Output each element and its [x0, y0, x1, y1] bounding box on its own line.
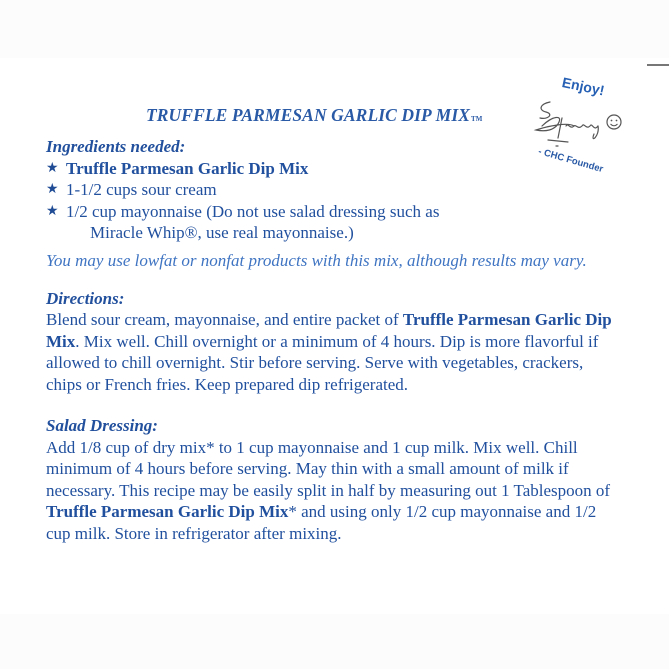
- trademark-mark: TM: [471, 115, 483, 123]
- salad-text-part: * and using only 1/2 cup mayonnaise and 1/2 cup milk. Store in refrigerator after mixing.: [46, 502, 597, 543]
- ingredients-list: [46, 158, 616, 244]
- ingredients-heading: Ingredients needed:: [46, 137, 186, 156]
- salad-dressing-heading: Salad Dressing:: [46, 416, 158, 435]
- product-name-emphasis: Truffle Parmesan Garlic Dip Mix: [46, 502, 289, 521]
- ingredient-item: [46, 179, 616, 201]
- directions-section: [46, 288, 616, 396]
- smiley-icon: [607, 115, 621, 129]
- corner-rule-divider: [647, 64, 669, 66]
- founder-label: - CHC Founder: [536, 146, 605, 176]
- salad-dressing-text: [46, 437, 616, 545]
- ingredients-section: [46, 136, 616, 271]
- title-text: TRUFFLE PARMESAN GARLIC DIP MIX: [146, 105, 471, 125]
- product-name-emphasis: Truffle Parmesan Garlic Dip Mix: [46, 310, 612, 351]
- salad-dressing-section: [46, 415, 616, 544]
- star-bullet-icon: ★: [46, 182, 59, 197]
- directions-text-part: . Mix well. Chill overnight or a minimum of 4 hours. Dip is more flavorful if allowed to chill overnight. Stir before serving. Serve with vegetables, crackers, chips or French fries. Keep prepared dip refrigerated.: [46, 331, 599, 394]
- ingredient-text: 1/2 cup mayonnaise (Do not use salad dressing such as: [66, 201, 440, 221]
- star-bullet-icon: ★: [46, 203, 59, 219]
- directions-text-part: Blend sour cream, mayonnaise, and entire packet of: [46, 310, 403, 329]
- ingredient-continuation: Miracle Whip®, use real mayonnaise.): [90, 223, 354, 242]
- ingredient-text: 1-1/2 cups sour cream: [66, 180, 217, 199]
- salad-text-part: Add 1/8 cup of dry mix* to 1 cup mayonnaise and 1 cup milk. Mix well. Chill minimum of 4 hours before serving. May thin with a small amount of milk if necessary. This recipe may be easily split in half by measuring out 1 Tablespoon of: [46, 437, 611, 500]
- ingredient-text: Truffle Parmesan Garlic Dip Mix: [66, 158, 309, 178]
- directions-heading: Directions:: [46, 288, 125, 308]
- enjoy-label: Enjoy!: [560, 74, 606, 99]
- ingredient-item: [46, 158, 616, 180]
- top-margin: [0, 0, 669, 58]
- lowfat-note: You may use lowfat or nonfat products with this mix, although results may vary.: [46, 250, 587, 270]
- recipe-content: [46, 136, 616, 544]
- product-title: [146, 105, 483, 126]
- ingredient-item: [46, 201, 616, 244]
- directions-text: [46, 309, 616, 395]
- star-bullet-icon: ★: [46, 160, 59, 176]
